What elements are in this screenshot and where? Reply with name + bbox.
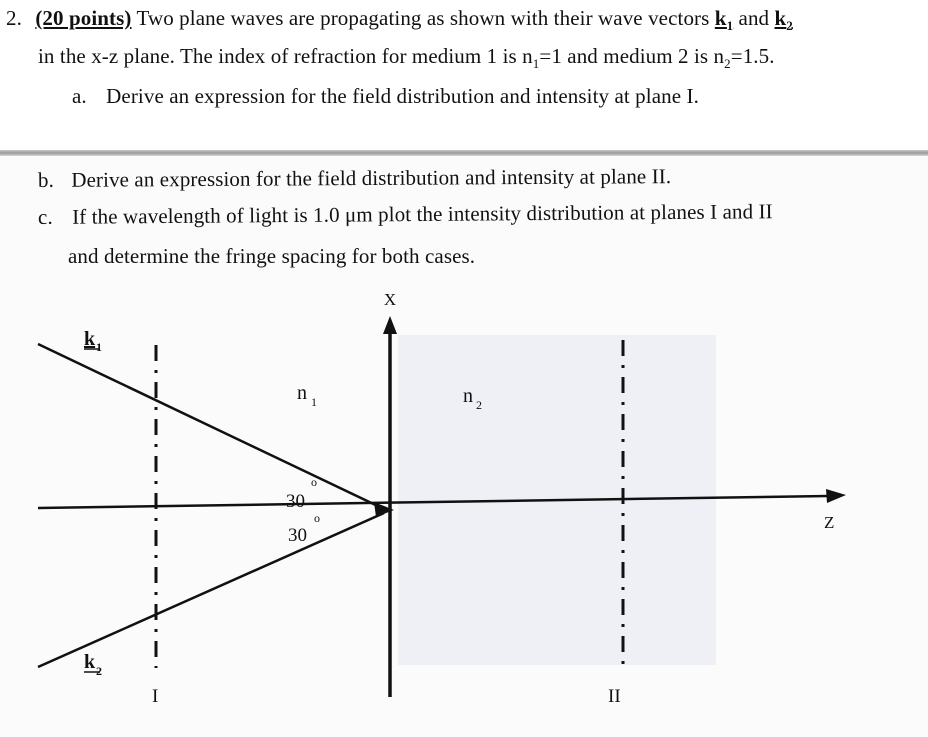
part-b-text: Derive an expression for the field distribution and intensity at plane II. [71, 164, 672, 192]
k2-label [84, 651, 102, 678]
k1-vector: $k_1$ [714, 6, 734, 34]
z-axis-label: Z [824, 513, 835, 532]
part-a-label: a. [72, 84, 87, 108]
n1-label [297, 382, 317, 409]
svg-text:30: 30 [286, 491, 305, 512]
k1-wave-line [38, 344, 384, 509]
and-text: and [738, 6, 770, 30]
svg-text:1: 1 [311, 395, 317, 409]
intro-text-2c: =1.5. [730, 44, 775, 68]
part-c-label: c. [37, 204, 53, 229]
svg-text:k: k [84, 328, 96, 350]
svg-text:k: k [84, 651, 96, 673]
angle-label-top [286, 475, 317, 512]
angle-label-bottom [288, 511, 320, 546]
k1-label [84, 328, 102, 354]
part-b-label: b. [37, 167, 55, 192]
intro-text-2a: in the x-z plane. The index of refraction for medium 1 is n [38, 44, 533, 68]
svg-text:2: 2 [476, 398, 482, 412]
plane-1-label: I [152, 686, 159, 707]
k2-wave-line [38, 513, 384, 667]
problem-number: 2. [6, 6, 22, 30]
z-axis-arrowhead [826, 489, 846, 503]
intro-text-2b: =1 and medium 2 is n [539, 44, 725, 68]
n1-subscript: 1 [532, 56, 540, 72]
svg-text:30: 30 [288, 525, 307, 546]
part-c-text-1: If the wavelength of light is 1.0 μm plot the intensity distribution at planes I and II [72, 199, 773, 229]
svg-text:o: o [314, 511, 320, 525]
svg-text:n: n [297, 382, 307, 404]
svg-text:o: o [311, 475, 317, 489]
n2-subscript: 2 [724, 56, 731, 72]
plane-2-label: II [608, 686, 621, 707]
intro-text-1: Two plane waves are propagating as shown with their wave vectors [136, 6, 710, 30]
svg-text:2: 2 [96, 664, 102, 678]
x-axis-arrowhead [383, 316, 397, 334]
svg-text:1: 1 [96, 340, 102, 354]
part-c-text-2: and determine the fringe spacing for both cases. [68, 244, 476, 268]
part-a-text: Derive an expression for the field distribution and intensity at plane I. [106, 84, 699, 108]
svg-text:n: n [463, 385, 473, 407]
x-axis-label: X [383, 290, 397, 309]
problem-points: (20 points) [35, 6, 132, 30]
k2-vector: $k_2$ [774, 6, 793, 34]
